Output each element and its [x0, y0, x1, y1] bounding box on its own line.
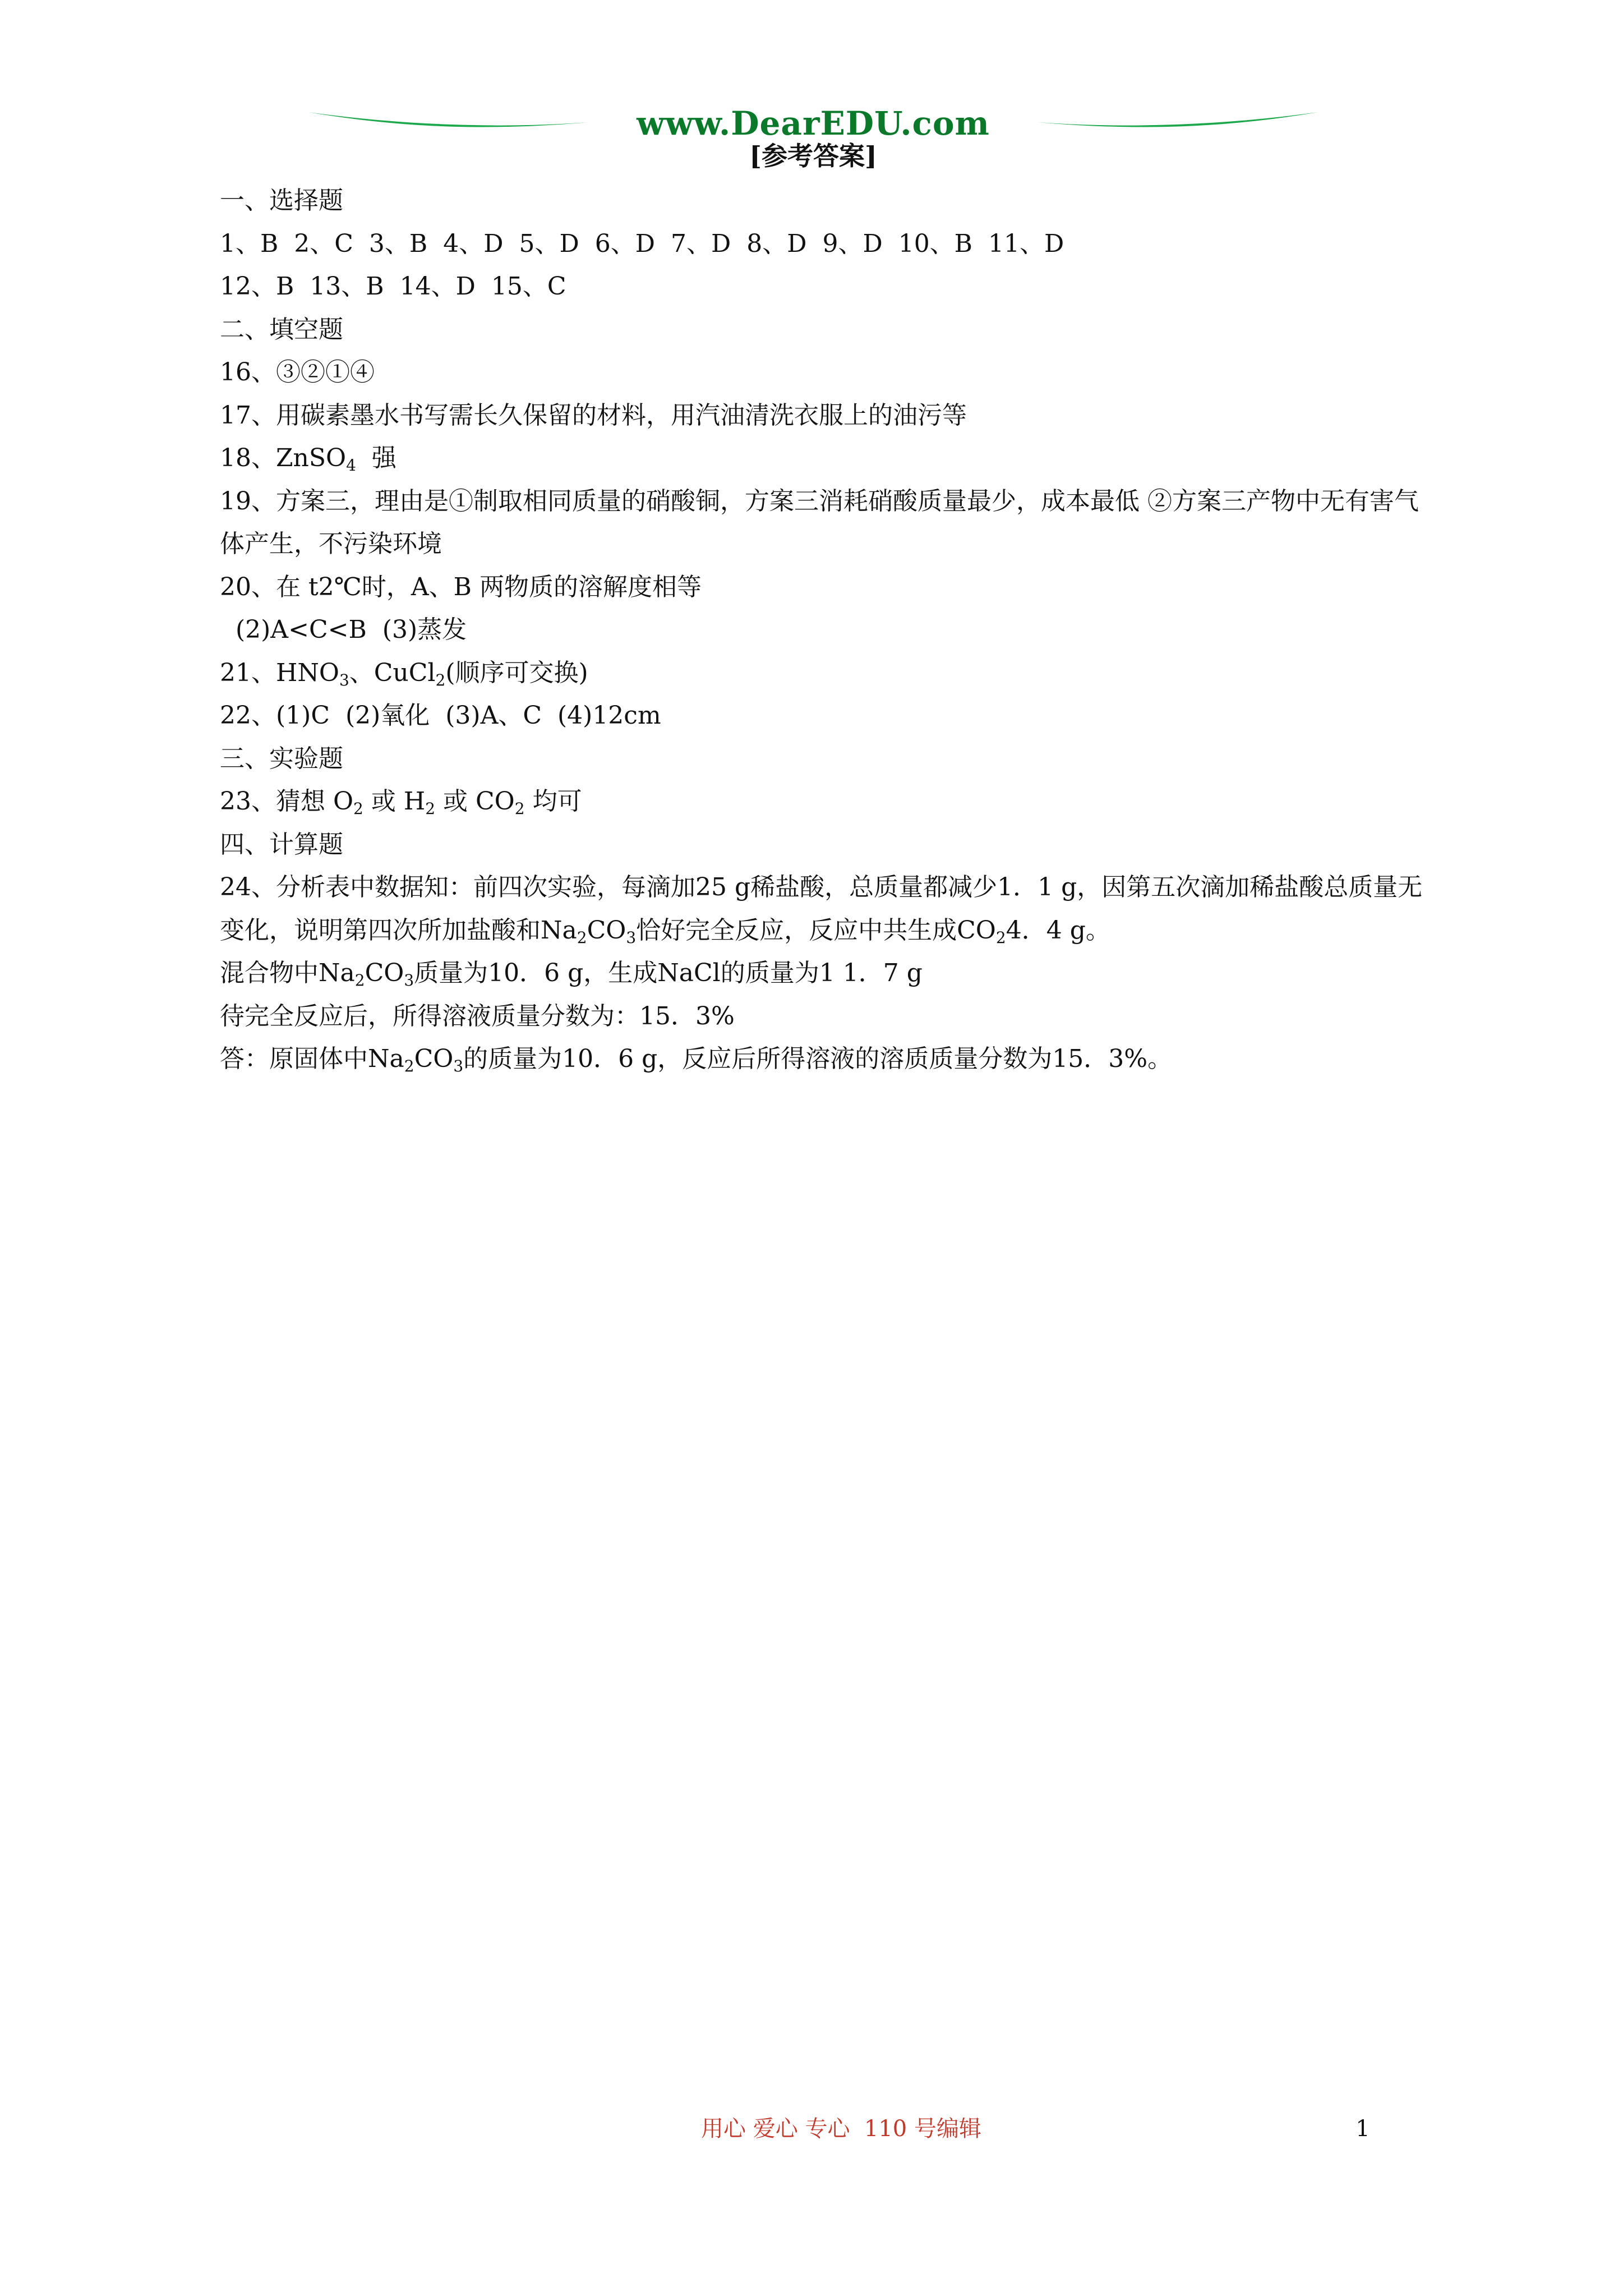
- answer-text: 答：原固体中Na: [220, 1045, 404, 1073]
- subscript: 2: [425, 799, 436, 818]
- footer-text: 用心 爱心 专心 110 号编辑: [701, 2116, 981, 2142]
- answer-text: 4．4 g。: [1006, 915, 1110, 945]
- subscript: 2: [514, 799, 525, 818]
- subscript: 2: [995, 928, 1006, 947]
- answer-line: [220, 780, 1431, 823]
- page-title: [参考答案]: [749, 141, 877, 171]
- answer-text: 均可: [524, 787, 582, 816]
- subscript: 2: [435, 670, 446, 689]
- subscript: 2: [354, 971, 365, 990]
- answer-text: 强: [356, 444, 396, 472]
- subscript: 4: [346, 456, 356, 475]
- answer-text: 18、ZnSO: [220, 444, 347, 472]
- answer-line: 12、B 13、B 14、D 15、C: [220, 272, 566, 301]
- page-number: 1: [1355, 2116, 1370, 2142]
- answer-line: [220, 1038, 1431, 1081]
- subscript: 2: [577, 928, 587, 947]
- answer-line: [220, 866, 1431, 952]
- answer-text: (顺序可交换): [445, 658, 588, 687]
- subscript: 2: [404, 1057, 414, 1075]
- answer-line: 20、在 t2℃时，A、B 两物质的溶解度相等: [220, 572, 702, 601]
- answer-line: 17、用碳素墨水书写需长久保留的材料，用汽油清洗衣服上的油污等: [220, 401, 967, 430]
- answer-line: 22、(1)C (2)氧化 (3)A、C (4)12cm: [220, 701, 661, 730]
- answer-text: 或 H: [363, 787, 426, 816]
- answer-line: 19、方案三，理由是①制取相同质量的硝酸铜，方案三消耗硝酸质量最少，成本最低 ②方案三产物中无有害气体产生，不污染环境: [220, 486, 1419, 558]
- answer-text: 21、HNO: [220, 658, 339, 687]
- answer-line: (2)A<C<B (3)蒸发: [220, 615, 467, 644]
- answer-text: 23、猜想 O: [220, 787, 354, 816]
- answer-line: 16、③②①④: [220, 358, 375, 386]
- answer-line: 1、B 2、C 3、B 4、D 5、D 6、D 7、D 8、D 9、D 10、B 11、D: [220, 229, 1064, 258]
- answer-text: 24、分析表中数据知：前四次实验，每滴加25 g稀盐酸，总质量都减少1．1 g，因第五次滴加稀盐酸总质量无变化，说明第四次所加盐酸和Na: [220, 873, 1423, 945]
- answer-text: 或 CO: [435, 787, 515, 816]
- answer-text: 混合物中Na: [220, 959, 355, 987]
- answer-text: 恰好完全反应，反应中共生成CO: [636, 915, 996, 945]
- answer-text: 质量为10．6 g，生成NaCl的质量为1 1．7 g: [414, 959, 923, 987]
- answer-line: [220, 437, 1431, 480]
- section-heading: 三、实验题: [220, 744, 343, 773]
- answer-text: CO: [414, 1045, 454, 1073]
- answer-line: 待完全反应后，所得溶液质量分数为：15．3%: [220, 1001, 735, 1030]
- section-heading: 二、填空题: [220, 315, 343, 344]
- section-heading: 一、选择题: [220, 186, 343, 215]
- answer-text: 、CuCl: [349, 658, 436, 687]
- subscript: 3: [339, 670, 349, 689]
- subscript: 3: [453, 1057, 464, 1075]
- answer-text: 的质量为10．6 g，反应后所得溶液的溶质质量分数为15．3%。: [463, 1045, 1173, 1073]
- subscript: 2: [353, 799, 363, 818]
- answer-text: CO: [365, 959, 404, 987]
- subscript: 3: [626, 928, 637, 947]
- subscript: 3: [404, 971, 414, 990]
- answer-line: [220, 952, 1431, 995]
- answer-content: [220, 180, 1431, 1081]
- answer-line: [220, 652, 1431, 695]
- answer-text: CO: [587, 915, 626, 945]
- section-heading: 四、计算题: [220, 830, 343, 859]
- site-name: www.DearEDU.com: [637, 104, 990, 142]
